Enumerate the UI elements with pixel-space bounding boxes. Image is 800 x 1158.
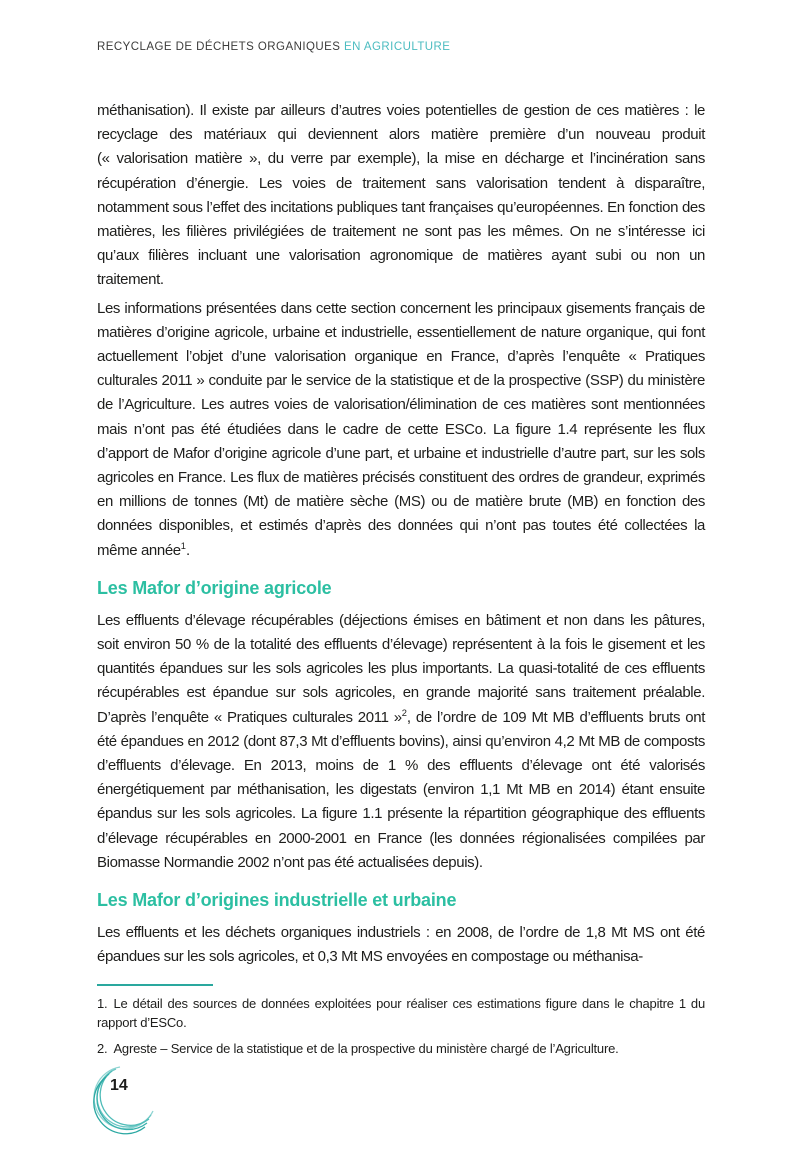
footnote-2-text: Agreste – Service de la statistique et de la prospective du ministère chargé de l’Agriculture. <box>113 1041 619 1056</box>
paragraph-intro-2: Les informations présentées dans cette section concernent les principaux gisements français de matières d’origine agricole, urbaine et industrielle, essentiellement de nature organique, qui font actuellement l’objet d’une valorisation organique en France, d’après l’enquête « Pratiques culturales 2011 » conduite par le service de la statistique et de la prospective (SSP) du ministère de l’Agriculture. Les autres voies de valorisation/élimination de ces matières sont mentionnées mais n’ont pas été étudiées dans le cadre de cette ESCo. La figure 1.4 représente les flux d’apport de Mafor d’origine agricole d’une part, et urbaine et industrielle d’autre part, sur les sols agricoles en France. Les flux de matières précisés constituent des ordres de grandeur, exprimés en millions de tonnes (Mt) de matière sèche (MS) ou de matière brute (MB) en fonction des données disponibles, et estimés d’après des données qui n’ont pas toutes été collectées la même année$^1$. <box>97 299 705 559</box>
page-number: 14 <box>110 1077 128 1094</box>
running-header-main: RECYCLAGE DE DÉCHETS ORGANIQUES <box>97 41 341 53</box>
footnote-reference-1: 1 <box>180 540 186 551</box>
section-heading-mafor-industrielle: Les Mafor d’origines industrielle et urbaine <box>97 890 457 911</box>
footnote-1 <box>97 994 705 1032</box>
section-heading-mafor-agricole: Les Mafor d’origine agricole <box>97 577 332 598</box>
footnote-separator-rule <box>97 984 213 986</box>
footnote-reference-2: 2 <box>401 707 407 718</box>
footnotes-block <box>97 984 705 1065</box>
running-header <box>97 41 450 53</box>
footnote-2-number: 2. <box>97 1041 108 1056</box>
page-corner-logo <box>90 1066 156 1154</box>
paragraph-intro-1: méthanisation). Il existe par ailleurs d’autres voies potentielles de gestion de ces matières : le recyclage des matériaux qui deviennent alors matière première d’un nouveau produit (« valorisation matière », du verre par exemple), la mise en décharge et l’incinération sans récupération d’énergie. Les voies de traitement sans valorisation tendent à disparaître, notamment sous l’effet des incitations publiques tant françaises qu’européennes. En fonction des matières, les filières privilégiées de traitement ne sont pas les mêmes. On ne s’intéresse ici qu’aux filières incluant une valorisation agronomique de matières ayant subi ou non un traitement. <box>97 102 705 289</box>
footnote-1-number: 1. <box>97 996 108 1011</box>
paragraph-industrielle: Les effluents et les déchets organiques industriels : en 2008, de l’ordre de 1,8 Mt MS ont été épandues sur les sols agricoles, et 0,3 Mt MS envoyées en compostage ou méthanisa- <box>97 924 705 966</box>
footnote-1-text: Le détail des sources de données exploitées pour réaliser ces estimations figure dans le chapitre 1 du rapport d’ESCo. <box>97 996 705 1030</box>
paragraph-agricole: Les effluents d’élevage récupérables (déjections émises en bâtiment et non dans les pâtures, soit environ 50 % de la totalité des effluents d’élevage) représentent à la fois le gisement et les quantités épandues sur les sols agricoles les plus importants. La quasi-totalité de ces effluents récupérables est épandue sur sols agricoles, en grande majorité sans traitement préalable. D’après l’enquête « Pratiques culturales 2011 »$^2$, de l’ordre de 109 Mt MB d’effluents bruts ont été épandues en 2012 (dont 87,3 Mt d’effluents bovins), ainsi qu’environ 4,2 Mt MB de composts d’effluents d’élevage. En 2013, moins de 1 % des effluents d’élevage ont été valorisés énergétiquement par méthanisation, les digestats (environ 1,1 Mt MB en 2014) étant ensuite épandus sur les sols agricoles. La figure 1.1 présente la répartition géographique des effluents d’élevage récupérables en 2000-2001 en France (les données régionalisées compilées par Biomasse Normandie 2002 n’ont pas été actualisées depuis). <box>97 611 705 871</box>
running-header-accent: EN AGRICULTURE <box>344 41 451 53</box>
body-text-column <box>97 99 705 974</box>
footnote-2 <box>97 1039 705 1058</box>
